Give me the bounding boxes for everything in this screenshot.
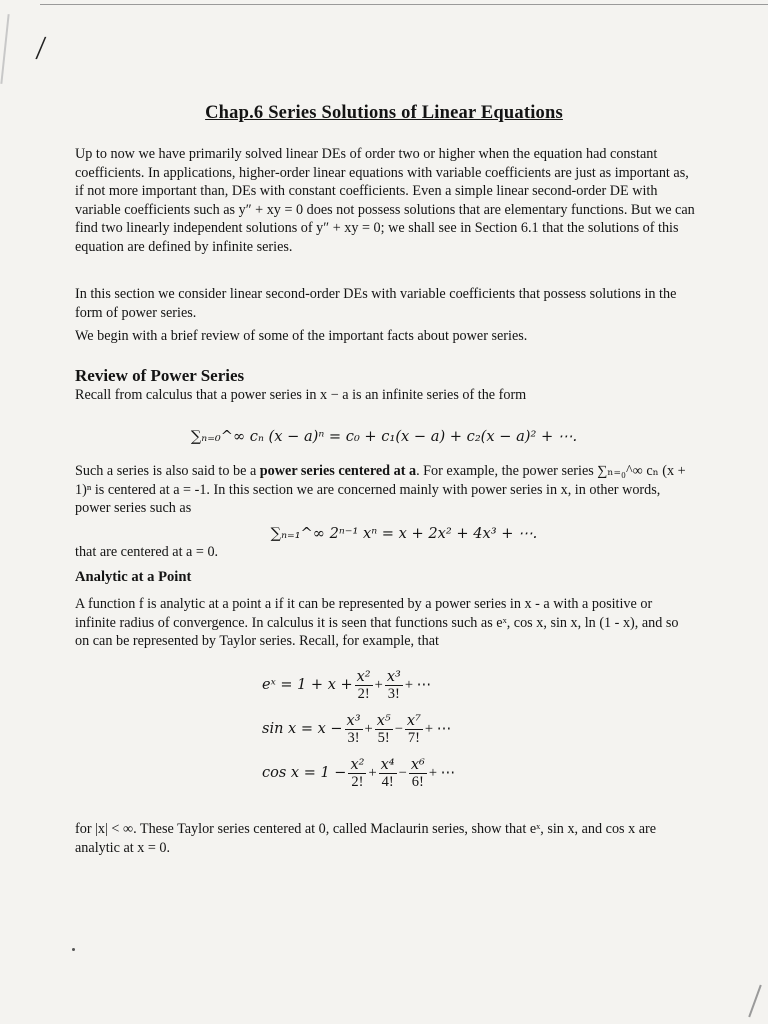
taylor-row-cos: cos x = 1 − $\frac{\text{x²}}{2!}$ + $\frac{\text{x⁴}}{4!}$ − $\frac{\text{x⁶}}{6!}$ + ⋯ [262,756,456,790]
page-title: Chap.6 Series Solutions of Linear Equations [205,103,563,123]
page-corner-mark [748,985,762,1018]
taylor-lhs: eˣ = 1 + x + [262,677,353,693]
taylor-lhs: cos x = 1 − [262,765,347,781]
example-formula: ∑ₙ₌₁^∞ 2ⁿ⁻¹ xⁿ = x + 2x² + 4x³ + ⋯. [270,525,538,542]
centered-text-part2: . For example, the power series ∑ₙ₌₀^∞ cₙ (x + 1)ⁿ is centered at a = -1. In this section we are concerned mainly with power series in x, in other words, power series such as [75,463,686,517]
page-left-edge [0,14,9,84]
centered-at-zero-text: that are centered at a = 0. [75,544,219,560]
page-top-edge [40,4,768,5]
centered-text-part1: Such a series is also said to be a [75,463,260,479]
centered-bold: power series centered at a [259,463,417,479]
taylor-term: $\frac{\text{x²}}{2!}$ [350,756,365,790]
pen-mark: / [34,29,47,68]
taylor-term: $\frac{\text{x⁵}}{5!}$ [376,712,391,746]
taylor-term: $\frac{\text{x⁴}}{4!}$ [380,756,395,790]
subheading-analytic: Analytic at a Point [75,569,192,585]
taylor-term: $\frac{\text{x⁷}}{7!}$ [406,712,421,746]
intro-paragraph-1: Up to now we have primarily solved linear DEs of order two or higher when the equation had constant coefficients. In applications, higher-order linear equations with variable coefficients are just as important as, if not more important than, DEs with constant coefficients. Even a simple linear second-order DE with variable coefficients such as y″ + xy = 0 does not possess solutions that are elementary functions. But we can find two linearly independent solutions of y″ + xy = 0; we shall see in Section 6.1 that the solutions of this equation are defined by infinite series. [75,146,695,255]
taylor-term: $\frac{\text{x⁶}}{6!}$ [410,756,425,790]
taylor-term: $\frac{\text{x²}}{2!}$ [356,668,371,702]
taylor-term: $\frac{\text{x³}}{3!}$ [386,668,401,702]
centered-paragraph [75,462,695,518]
taylor-row-exp: eˣ = 1 + x + $\frac{\text{x²}}{2!}$ + $\frac{\text{x³}}{3!}$ + ⋯ [262,668,432,702]
intro-paragraph-3: We begin with a brief review of some of the important facts about power series. [75,328,528,344]
recall-text: Recall from calculus that a power series in x − a is an infinite series of the form [75,387,527,403]
taylor-series-block [262,663,455,795]
analytic-paragraph: A function f is analytic at a point a if it can be represented by a power series in x - a with a positive or infinite radius of convergence. In calculus it is seen that functions such as eˣ, cos x, sin x, ln (1 - x), and so on can be represented by Taylor series. Recall, for example, that [75,596,679,650]
taylor-row-sin: sin x = x − $\frac{\text{x³}}{3!}$ + $\frac{\text{x⁵}}{5!}$ − $\frac{\text{x⁷}}{7!}$ + ⋯ [262,712,452,746]
intro-paragraph-2: In this section we consider linear second-order DEs with variable coefficients that possess solutions in the form of power series. [75,286,677,321]
closing-paragraph: for |x| < ∞. These Taylor series centered at 0, called Maclaurin series, show that eˣ, sin x, and cos x are analytic at x = 0. [75,821,657,856]
taylor-lhs: sin x = x − [262,721,343,737]
power-series-formula: ∑ₙ₌₀^∞ cₙ (x − a)ⁿ = c₀ + c₁(x − a) + c₂(x − a)² + ⋯. [190,428,578,445]
scan-dot [72,948,75,951]
taylor-term: $\frac{\text{x³}}{3!}$ [346,712,361,746]
section-heading: Review of Power Series [75,366,245,385]
